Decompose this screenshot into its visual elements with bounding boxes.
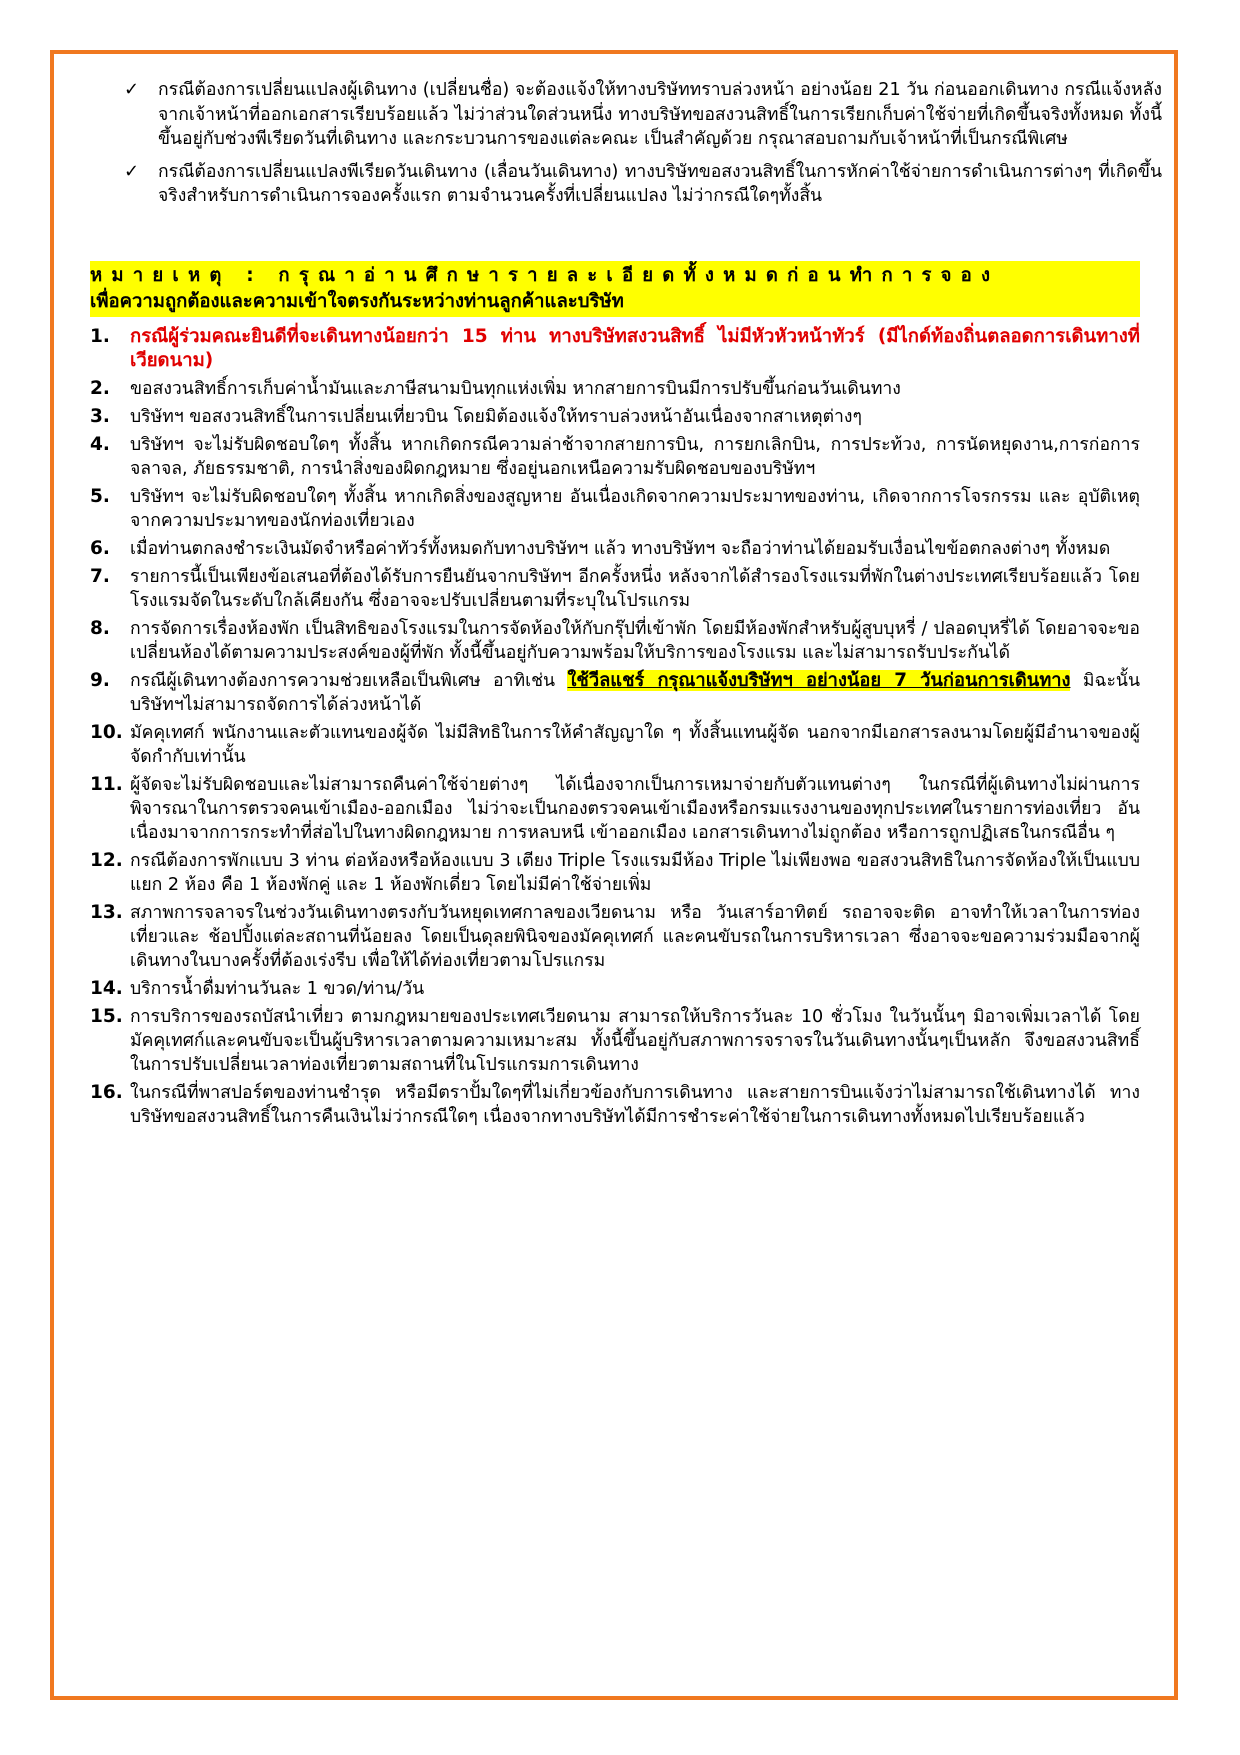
item-text: เมื่อท่านตกลงชำระเงินมัดจำหรือค่าทัวร์ทั้งหมดกับทางบริษัทฯ แล้ว ทางบริษัทฯ จะถือว่าท่านได้ยอมรับเงื่อนไขข้อตกลงต่างๆ ทั้งหมด <box>130 538 1111 559</box>
remark-subtitle: เพื่อความถูกต้องและความเข้าใจตรงกันระหว่างท่านลูกค้าและบริษัท <box>90 290 624 312</box>
item-text: กรณีต้องการพักแบบ 3 ท่าน ต่อห้องหรือห้องแบบ 3 เตียง Triple โรงแรมมีห้อง Triple ไม่เพียงพอ ขอสงวนสิทธิในการจัดห้องให้เป็นแบบ แยก 2 ห้อง คือ 1 ห้องพักคู่ และ 1 ห้องพักเดี่ยว โดยไม่มีค่าใช้จ่ายเพิ่ม <box>130 850 1140 895</box>
item-number: 6. <box>90 537 110 559</box>
term-item-7 <box>90 565 1140 613</box>
term-item-2 <box>90 377 1140 401</box>
term-item-13 <box>90 901 1140 973</box>
item-number: 7. <box>90 565 110 587</box>
item-text: บริษัทฯ จะไม่รับผิดชอบใดๆ ทั้งสิ้น หากเกิดสิ่งของสูญหาย อันเนื่องเกิดจากความประมาทของท่าน, เกิดจากการโจรกรรม และ อุบัติเหตุจากความประมาทของนักท่องเที่ยวเอง <box>130 486 1140 531</box>
term-item-4 <box>90 433 1140 481</box>
item-text: รายการนี้เป็นเพียงข้อเสนอที่ต้องได้รับการยืนยันจากบริษัทฯ อีกครั้งหนึ่ง หลังจากได้สำรองโรงแรมที่พักในต่างประเทศเรียบร้อยแล้ว โดยโรงแรมจัดในระดับใกล้เคียงกัน ซึ่งอาจจะปรับเปลี่ยนตามที่ระบุในโปรแกรม <box>130 566 1140 611</box>
item-number: 15. <box>90 1005 123 1027</box>
term-item-6 <box>90 537 1140 561</box>
term-item-14 <box>90 977 1140 1001</box>
checkmark-icon: ✓ <box>124 79 140 100</box>
item-number: 13. <box>90 901 123 923</box>
remark-banner <box>90 261 1140 317</box>
term-item-16 <box>90 1081 1140 1129</box>
list-item-date-change <box>124 160 1162 209</box>
item-number: 9. <box>90 669 110 691</box>
item-text: กรณีผู้เดินทางต้องการความช่วยเหลือเป็นพิเศษ อาทิเช่น <box>130 670 568 691</box>
term-item-10 <box>90 721 1140 769</box>
item-text: ขอสงวนสิทธิ์การเก็บค่าน้ำมันและภาษีสนามบินทุกแห่งเพิ่ม หากสายการบินมีการปรับขึ้นก่อนวันเดินทาง <box>130 378 901 399</box>
wheelchair-highlight: ใช้วีลแชร์ กรุณาแจ้งบริษัทฯ อย่างน้อย 7 วันก่อนการเดินทาง <box>567 669 1071 691</box>
change-policy-list <box>124 78 1162 209</box>
item-text: การบริการของรถบัสนำเที่ยว ตามกฎหมายของประเทศเวียดนาม สามารถให้บริการวันละ 10 ชั่วโมง ในวันนั้นๆ มิอาจเพิ่มเวลาได้ โดยมัคคุเทศก์และคนขับจะเป็นผู้บริหารเวลาตามความเหมาะสม ทั้งนี้ขึ้นอยู่กับสภาพการจราจรในวันเดินทางนั้นๆเป็นหลัก จึงขอสงวนสิทธิ์ในการปรับเปลี่ยนเวลาท่องเที่ยวตามสถานที่ในโปรแกรมการเดินทาง <box>130 1006 1140 1075</box>
term-item-9 <box>90 669 1140 717</box>
remark-title: หมายเหตุ : กรุณาอ่านศึกษารายละเอียดทั้งหมดก่อนทำการจอง <box>90 264 1000 286</box>
item-text: มัคคุเทศก์ พนักงานและตัวแทนของผู้จัด ไม่มีสิทธิในการให้คำสัญญาใด ๆ ทั้งสิ้นแทนผู้จัด นอกจากมีเอกสารลงนามโดยผู้มีอำนาจของผู้จัดกำกับเท่านั้น <box>130 722 1140 767</box>
item-text-tail: มิฉะนั้นบริษัทฯไม่สามารถจัดการได้ล่วงหน้าได้ <box>130 670 1140 715</box>
checkmark-icon: ✓ <box>124 160 140 182</box>
item-number: 11. <box>90 773 123 795</box>
item-text: ผู้จัดจะไม่รับผิดชอบและไม่สามารถคืนค่าใช้จ่ายต่างๆ ได้เนื่องจากเป็นการเหมาจ่ายกับตัวแทนต่างๆ ในกรณีที่ผู้เดินทางไม่ผ่านการพิจารณาในการตรวจคนเข้าเมือง-ออกเมือง ไม่ว่าจะเป็นกองตรวจคนเข้าเมืองหรือกรมแรงงานของทุกประเทศในรายการท่องเที่ยว อันเนื่องมาจากการกระทำที่ส่อไปในทางผิดกฎหมาย การหลบหนี เข้าออกเมือง เอกสารเดินทางไม่ถูกต้อง หรือการถูกปฏิเสธในกรณีอื่น ๆ <box>130 774 1140 843</box>
term-item-12 <box>90 849 1140 897</box>
item-text: การจัดการเรื่องห้องพัก เป็นสิทธิของโรงแรมในการจัดห้องให้กับกรุ๊ปที่เข้าพัก โดยมีห้องพักสำหรับผู้สูบบุหรี่ / ปลอดบุหรี่ได้ โดยอาจจะขอเปลี่ยนห้องได้ตามความประสงค์ของผู้ที่พัก ทั้งนี้ขึ้นอยู่กับความพร้อมให้บริการของโรงแรม และไม่สามารถรับประกันได้ <box>130 618 1140 663</box>
term-item-8 <box>90 617 1140 665</box>
item-number: 5. <box>90 485 110 507</box>
item-number: 8. <box>90 617 110 639</box>
bullet-text: กรณีต้องการเปลี่ยนแปลงพีเรียดวันเดินทาง (เลื่อนวันเดินทาง) ทางบริษัทขอสงวนสิทธิ์ในการหักค่าใช้จ่ายการดำเนินการต่างๆ ที่เกิดขึ้นจริงสำหรับการดำเนินการจองครั้งแรก ตามจำนวนครั้งที่เปลี่ยนแปลง ไม่ว่ากรณีใดๆทั้งสิ้น <box>158 161 1162 206</box>
item-text: บริษัทฯ ขอสงวนสิทธิ์ในการเปลี่ยนเที่ยวบิน โดยมิต้องแจ้งให้ทราบล่วงหน้าอันเนื่องจากสาเหตุต่างๆ <box>130 406 862 427</box>
term-item-1 <box>90 325 1140 373</box>
item-number: 16. <box>90 1081 123 1103</box>
list-item-name-change <box>124 78 1162 152</box>
bullet-text: กรณีต้องการเปลี่ยนแปลงผู้เดินทาง (เปลี่ยนชื่อ) จะต้องแจ้งให้ทางบริษัททราบล่วงหน้า อย่างน้อย 21 วัน ก่อนออกเดินทาง กรณีแจ้งหลังจากเจ้าหน้าที่ออกเอกสารเรียบร้อยแล้ว ไม่ว่าส่วนใดส่วนหนึ่ง ทางบริษัทขอสงวนสิทธิ์ในการเรียกเก็บค่าใช้จ่ายที่เกิดขึ้นจริงทั้งหมด ทั้งนี้ขึ้นอยู่กับช่วงพีเรียดวันที่เดินทาง และกระบวนการของแต่ละคณะ เป็นสำคัญด้วย กรุณาสอบถามกับเจ้าหน้าที่เป็นกรณีพิเศษ <box>158 80 1162 149</box>
item-text: กรณีผู้ร่วมคณะยินดีที่จะเดินทางน้อยกว่า 15 ท่าน ทางบริษัทสงวนสิทธิ์ ไม่มีหัวหัวหน้าทัวร์ (มีไกด์ท้องถิ่นตลอดการเดินทางที่เวียดนาม) <box>130 325 1140 371</box>
item-text: ในกรณีที่พาสปอร์ตของท่านชำรุด หรือมีตราปั้มใดๆที่ไม่เกี่ยวข้องกับการเดินทาง และสายการบินแจ้งว่าไม่สามารถใช้เดินทางได้ ทางบริษัทขอสงวนสิทธิ์ในการคืนเงินไม่ว่ากรณีใดๆ เนื่องจากทางบริษัทได้มีการชำระค่าใช้จ่ายในการเดินทางทั้งหมดไปเรียบร้อยแล้ว <box>130 1082 1140 1127</box>
term-item-11 <box>90 773 1140 845</box>
terms-list <box>90 325 1140 1129</box>
item-number: 10. <box>90 721 123 743</box>
item-number: 12. <box>90 849 123 871</box>
term-item-15 <box>90 1005 1140 1077</box>
item-text: บริษัทฯ จะไม่รับผิดชอบใดๆ ทั้งสิ้น หากเกิดกรณีความล่าช้าจากสายการบิน, การยกเลิกบิน, การประท้วง, การนัดหยุดงาน,การก่อการจลาจล, ภัยธรรมชาติ, การนำสิ่งของผิดกฎหมาย ซึ่งอยู่นอกเหนือความรับผิดชอบของบริษัทฯ <box>130 434 1140 479</box>
item-number: 3. <box>90 405 110 427</box>
item-number: 1. <box>90 325 110 347</box>
document-body <box>90 78 1162 1133</box>
item-number: 2. <box>90 377 110 399</box>
item-number: 14. <box>90 977 123 999</box>
item-text: บริการน้ำดื่มท่านวันละ 1 ขวด/ท่าน/วัน <box>130 978 425 999</box>
item-text: สภาพการจลาจรในช่วงวันเดินทางตรงกับวันหยุดเทศกาลของเวียดนาม หรือ วันเสาร์อาทิตย์ รถอาจจะติด อาจทำให้เวลาในการท่องเที่ยวและ ช้อปปิ้งแต่ละสถานที่น้อยลง โดยเป็นดุลยพินิจของมัคคุเทศก์ และคนขับรถในการบริหารเวลา ซึ่งอาจจะขอความร่วมมือจากผู้เดินทางในบางครั้งที่ต้องเร่งรีบ เพื่อให้ได้ท่องเที่ยวตามโปรแกรม <box>130 902 1140 971</box>
item-number: 4. <box>90 433 110 455</box>
term-item-5 <box>90 485 1140 533</box>
term-item-3 <box>90 405 1140 429</box>
